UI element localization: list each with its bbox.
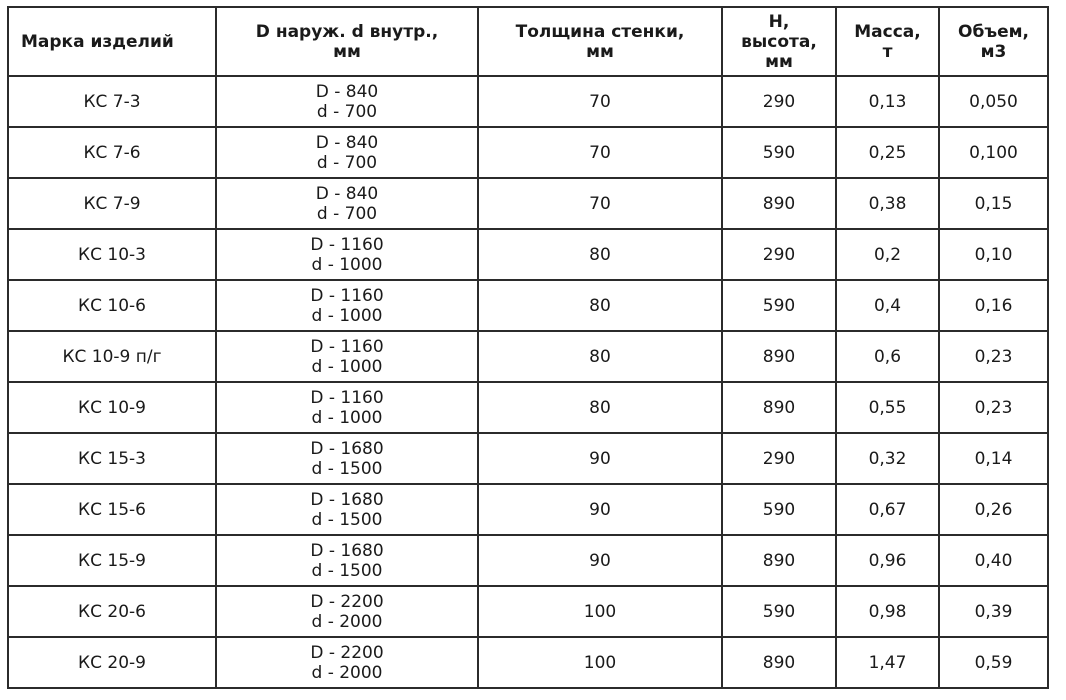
header-line: т <box>882 41 893 62</box>
cell-diameters <box>216 382 478 433</box>
outer-diameter: D - 1160 <box>310 387 384 408</box>
cell-height: 890 <box>722 382 836 433</box>
outer-diameter: D - 1160 <box>310 336 384 357</box>
cell-mark: КС 7-9 <box>8 178 216 229</box>
cell-diameters <box>216 127 478 178</box>
cell-height: 890 <box>722 637 836 688</box>
cell-diameters <box>216 229 478 280</box>
cell-wall-thickness: 70 <box>478 76 722 127</box>
cell-diameters <box>216 433 478 484</box>
outer-diameter: D - 840 <box>315 132 379 153</box>
cell-mass: 0,2 <box>836 229 939 280</box>
outer-diameter: D - 1160 <box>310 285 384 306</box>
cell-height: 590 <box>722 280 836 331</box>
cell-volume: 0,59 <box>939 637 1048 688</box>
outer-diameter: D - 1680 <box>310 540 384 561</box>
header-line: высота, <box>741 31 817 52</box>
table-row <box>8 229 1048 280</box>
outer-diameter: D - 1680 <box>310 489 384 510</box>
cell-diameters <box>216 535 478 586</box>
cell-volume: 0,10 <box>939 229 1048 280</box>
outer-diameter: D - 1680 <box>310 438 384 459</box>
inner-diameter: d - 2000 <box>311 662 383 683</box>
table-row <box>8 637 1048 688</box>
cell-mass: 0,55 <box>836 382 939 433</box>
cell-mass: 0,32 <box>836 433 939 484</box>
inner-diameter: d - 1000 <box>311 407 383 428</box>
inner-diameter: d - 1500 <box>311 509 383 530</box>
cell-mark: КС 20-9 <box>8 637 216 688</box>
cell-mark: КС 15-3 <box>8 433 216 484</box>
inner-diameter: d - 1000 <box>311 356 383 377</box>
header-line: Масса, <box>854 21 921 42</box>
cell-wall-thickness: 70 <box>478 178 722 229</box>
table-row <box>8 127 1048 178</box>
cell-diameters <box>216 331 478 382</box>
cell-diameters <box>216 178 478 229</box>
table-row <box>8 382 1048 433</box>
cell-diameters <box>216 76 478 127</box>
table-header <box>8 7 1048 76</box>
cell-mark: КС 20-6 <box>8 586 216 637</box>
cell-wall-thickness: 100 <box>478 637 722 688</box>
cell-height: 590 <box>722 127 836 178</box>
cell-volume: 0,39 <box>939 586 1048 637</box>
cell-volume: 0,26 <box>939 484 1048 535</box>
table-row <box>8 280 1048 331</box>
header-mass <box>836 7 939 76</box>
cell-mark: КС 15-6 <box>8 484 216 535</box>
header-line: H, <box>768 11 790 32</box>
header-volume <box>939 7 1048 76</box>
table-row <box>8 178 1048 229</box>
cell-mark: КС 10-9 <box>8 382 216 433</box>
cell-wall-thickness: 80 <box>478 382 722 433</box>
outer-diameter: D - 2200 <box>310 591 384 612</box>
cell-wall-thickness: 70 <box>478 127 722 178</box>
header-line: м3 <box>980 41 1007 62</box>
table-row <box>8 433 1048 484</box>
cell-height: 890 <box>722 331 836 382</box>
inner-diameter: d - 1000 <box>311 254 383 275</box>
table-row <box>8 484 1048 535</box>
cell-mass: 0,38 <box>836 178 939 229</box>
header-line: D наруж. d внутр., <box>255 21 439 42</box>
cell-mass: 0,98 <box>836 586 939 637</box>
table-body <box>8 76 1048 688</box>
cell-height: 290 <box>722 229 836 280</box>
cell-wall-thickness: 80 <box>478 280 722 331</box>
header-line: мм <box>586 41 614 62</box>
cell-mass: 0,25 <box>836 127 939 178</box>
cell-height: 290 <box>722 76 836 127</box>
header-row <box>8 7 1048 76</box>
cell-mark: КС 7-6 <box>8 127 216 178</box>
outer-diameter: D - 1160 <box>310 234 384 255</box>
header-line: Объем, <box>958 21 1029 42</box>
cell-mass: 0,13 <box>836 76 939 127</box>
cell-mass: 0,67 <box>836 484 939 535</box>
cell-mass: 0,6 <box>836 331 939 382</box>
header-line: мм <box>333 41 361 62</box>
cell-wall-thickness: 100 <box>478 586 722 637</box>
header-wall-thickness <box>478 7 722 76</box>
table-row <box>8 76 1048 127</box>
header-line: Марка изделий <box>21 31 174 52</box>
cell-volume: 0,14 <box>939 433 1048 484</box>
cell-volume: 0,23 <box>939 331 1048 382</box>
header-product-mark <box>8 7 216 76</box>
cell-height: 590 <box>722 484 836 535</box>
header-height <box>722 7 836 76</box>
cell-wall-thickness: 90 <box>478 484 722 535</box>
cell-mark: КС 15-9 <box>8 535 216 586</box>
inner-diameter: d - 1500 <box>311 560 383 581</box>
specs-table-container <box>7 6 1049 689</box>
cell-diameters <box>216 637 478 688</box>
cell-volume: 0,16 <box>939 280 1048 331</box>
cell-volume: 0,23 <box>939 382 1048 433</box>
cell-volume: 0,050 <box>939 76 1048 127</box>
cell-mark: КС 10-6 <box>8 280 216 331</box>
cell-wall-thickness: 90 <box>478 535 722 586</box>
outer-diameter: D - 840 <box>315 183 379 204</box>
header-line: мм <box>765 51 793 72</box>
header-diameters <box>216 7 478 76</box>
cell-mark: КС 10-9 п/г <box>8 331 216 382</box>
table-row <box>8 331 1048 382</box>
cell-height: 890 <box>722 535 836 586</box>
inner-diameter: d - 2000 <box>311 611 383 632</box>
cell-mark: КС 7-3 <box>8 76 216 127</box>
cell-volume: 0,100 <box>939 127 1048 178</box>
cell-diameters <box>216 484 478 535</box>
cell-diameters <box>216 280 478 331</box>
inner-diameter: d - 700 <box>316 203 378 224</box>
table-row <box>8 535 1048 586</box>
well-rings-specs-table <box>7 6 1049 689</box>
inner-diameter: d - 1000 <box>311 305 383 326</box>
cell-wall-thickness: 80 <box>478 331 722 382</box>
cell-wall-thickness: 90 <box>478 433 722 484</box>
cell-mass: 0,96 <box>836 535 939 586</box>
outer-diameter: D - 840 <box>315 81 379 102</box>
header-line: Толщина стенки, <box>515 21 685 42</box>
table-row <box>8 586 1048 637</box>
cell-wall-thickness: 80 <box>478 229 722 280</box>
cell-volume: 0,15 <box>939 178 1048 229</box>
cell-height: 590 <box>722 586 836 637</box>
cell-diameters <box>216 586 478 637</box>
cell-height: 890 <box>722 178 836 229</box>
cell-height: 290 <box>722 433 836 484</box>
outer-diameter: D - 2200 <box>310 642 384 663</box>
cell-mass: 1,47 <box>836 637 939 688</box>
inner-diameter: d - 700 <box>316 152 378 173</box>
cell-volume: 0,40 <box>939 535 1048 586</box>
cell-mark: КС 10-3 <box>8 229 216 280</box>
inner-diameter: d - 700 <box>316 101 378 122</box>
inner-diameter: d - 1500 <box>311 458 383 479</box>
cell-mass: 0,4 <box>836 280 939 331</box>
